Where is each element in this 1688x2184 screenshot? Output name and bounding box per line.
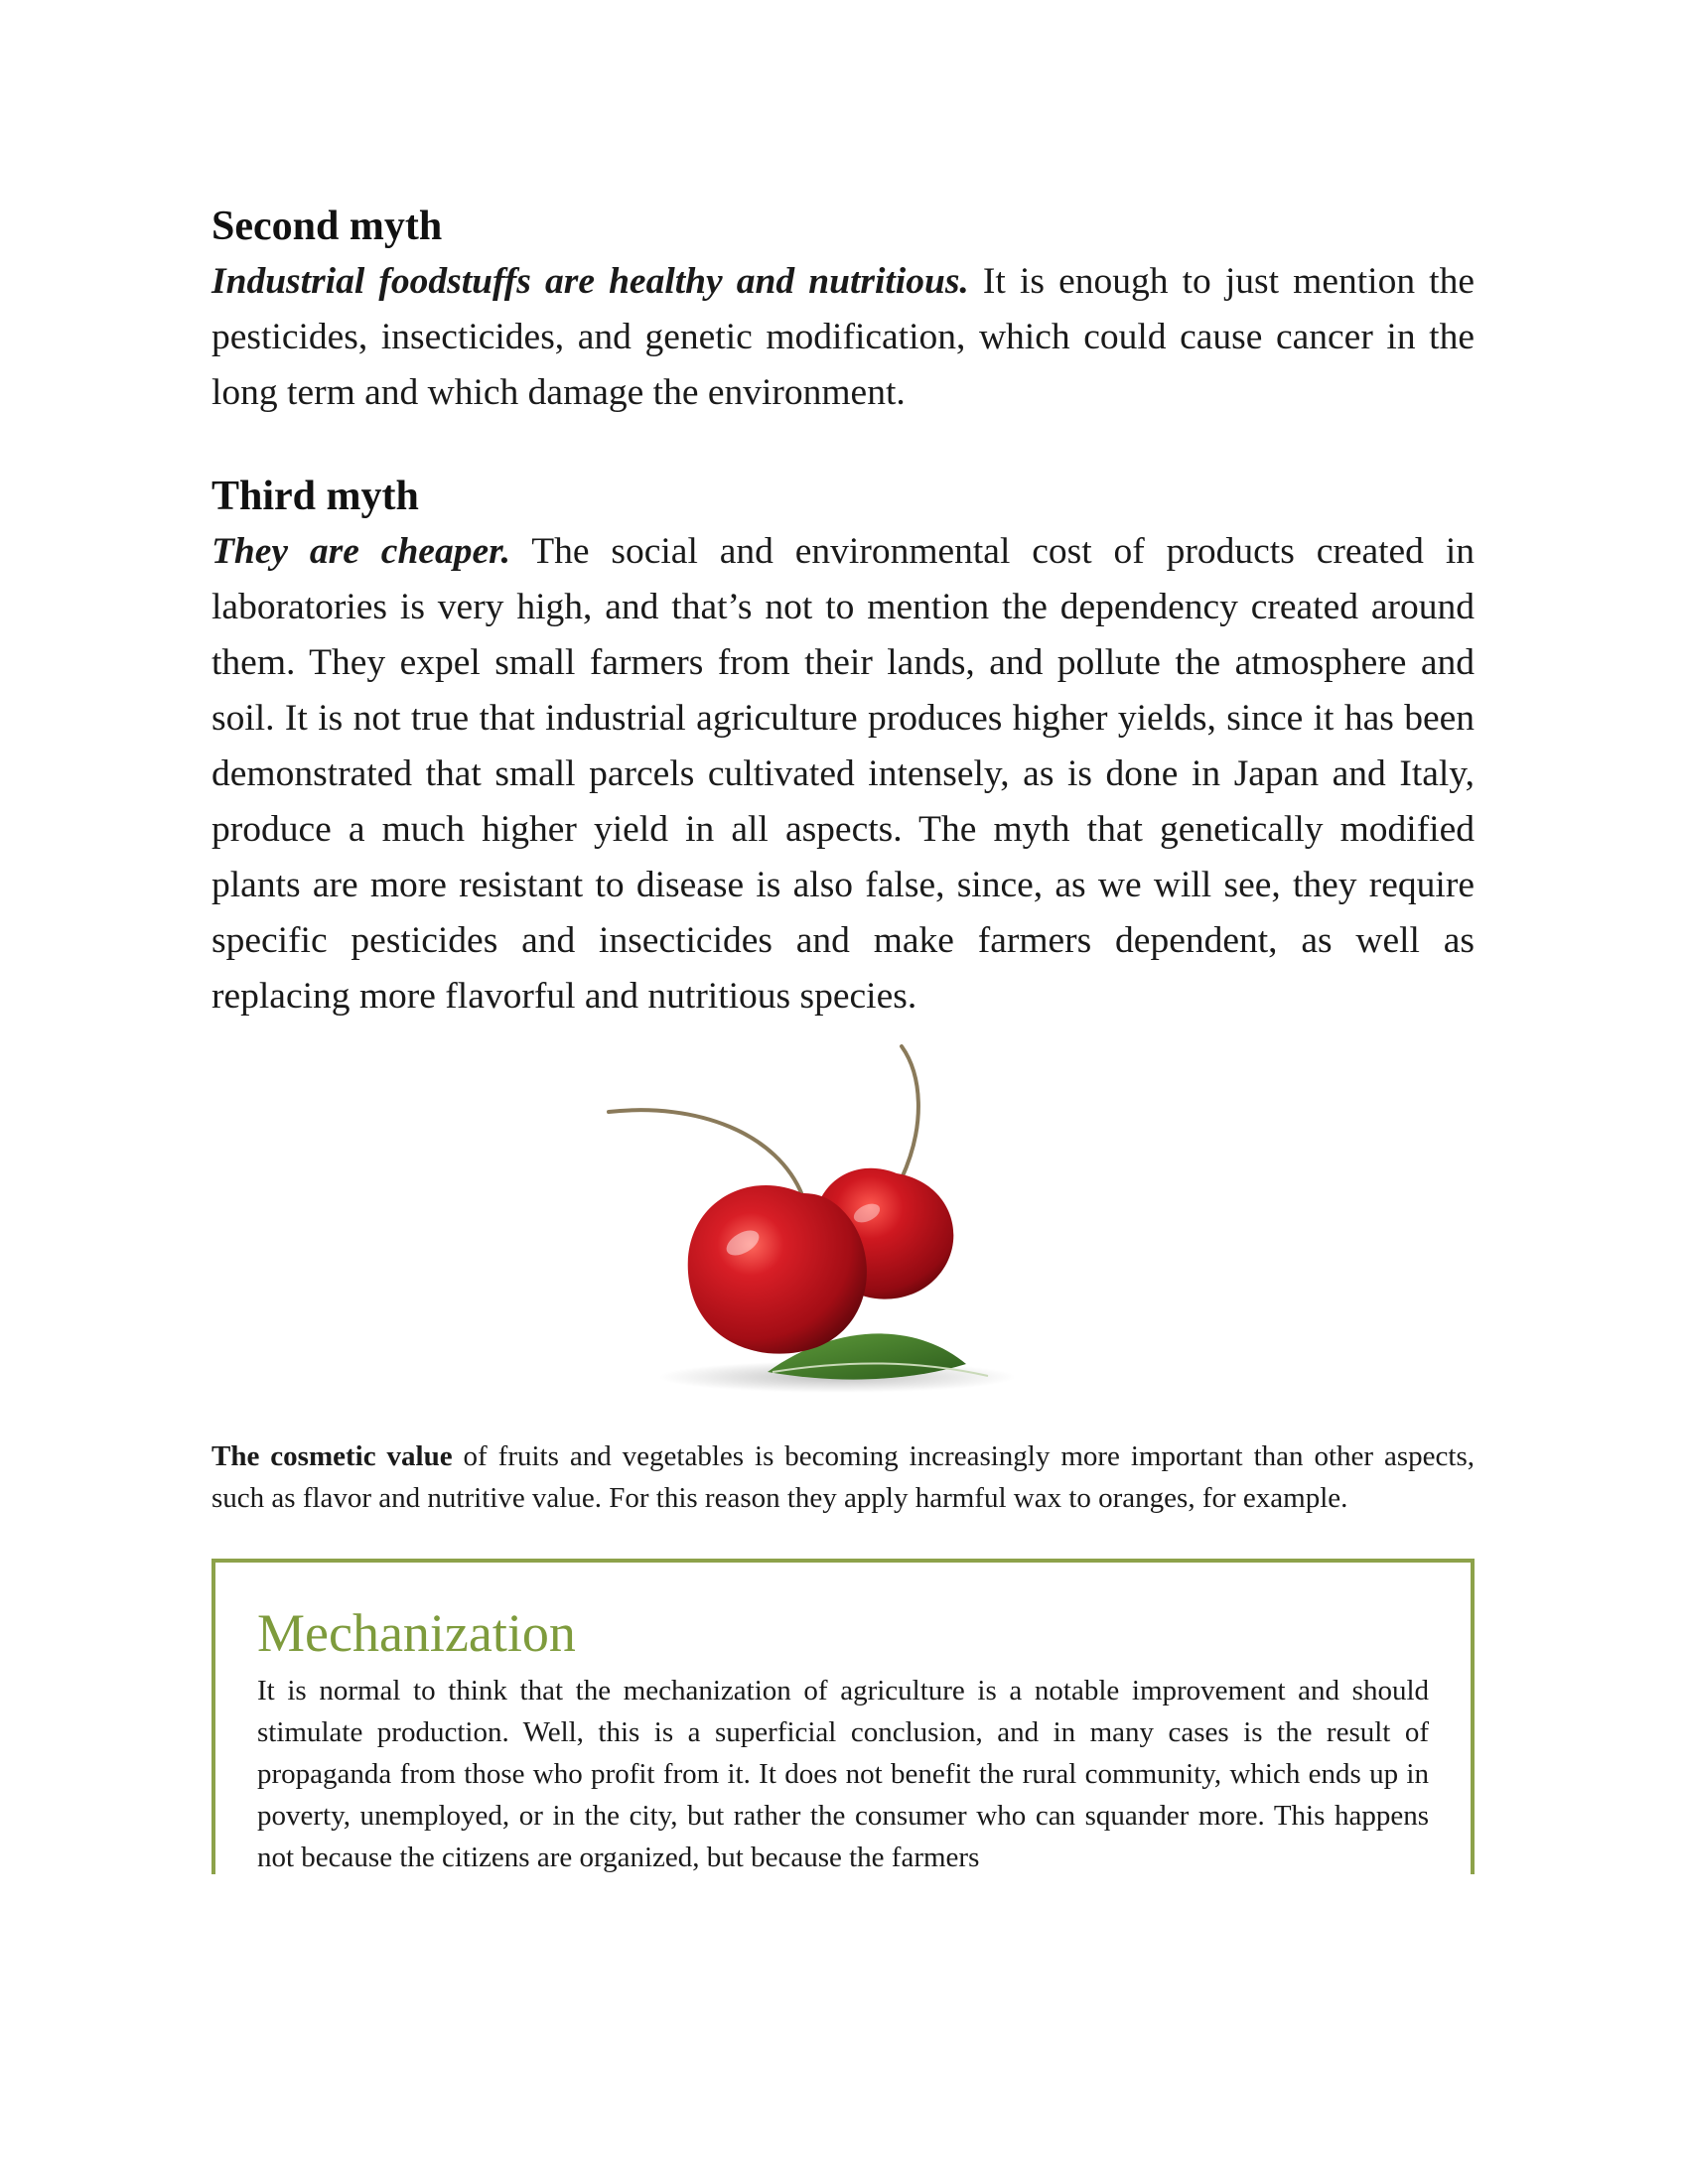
caption-text: of fruits and vegetables is becoming increasingly more important than other aspects, such as flavor and nutritive value. For this reason they apply harmful wax to oranges, for example. <box>211 1440 1475 1514</box>
mechanization-box <box>211 1559 1475 1874</box>
third-myth-section <box>211 469 1475 1024</box>
second-myth-text: It is enough to just mention the pesticides, insecticides, and genetic modification, which could cause cancer in the long term and which damage the environment. <box>211 261 1475 413</box>
third-myth-text: The social and environmental cost of products created in laboratories is very high, and that’s not to mention the dependency created around them. They expel small farmers from their lands, and pollute the atmosphere and soil. It is not true that industrial agriculture produces higher yields, since it has been demonstrated that small parcels cultivated intensely, as is done in Japan and Italy, produce a much higher yield in all aspects. The myth that genetically modified plants are more resistant to disease is also false, since, as we will see, they require specific pesticides and insecticides and make farmers dependent, as well as replacing more flavorful and nutritious species. <box>211 531 1475 1017</box>
figure-caption <box>211 1435 1475 1519</box>
second-myth-lead: Industrial foodstuffs are healthy and nutritious. <box>211 261 969 302</box>
mechanization-text: It is normal to think that the mechanization of agriculture is a notable improvement and should stimulate production. Well, this is a superficial conclusion, and in many cases is the result of propaganda from those who profit from it. It does not benefit the rural community, which ends up in poverty, unemployed, or in the city, but rather the consumer who can squander more. This happens not because the citizens are organized, but because the farmers <box>257 1675 1429 1873</box>
second-myth-heading: Second myth <box>211 204 443 249</box>
mechanization-title: Mechanization <box>257 1603 576 1663</box>
second-myth-paragraph <box>211 254 1475 421</box>
caption-lead: The cosmetic value <box>211 1440 453 1472</box>
second-myth-section <box>211 199 1475 421</box>
cherries-illustration <box>579 1044 1115 1402</box>
cherries-figure <box>211 1044 1475 1402</box>
third-myth-lead: They are cheaper. <box>211 531 510 572</box>
document-page <box>211 199 1475 1874</box>
third-myth-paragraph <box>211 524 1475 1024</box>
third-myth-heading: Third myth <box>211 474 419 519</box>
